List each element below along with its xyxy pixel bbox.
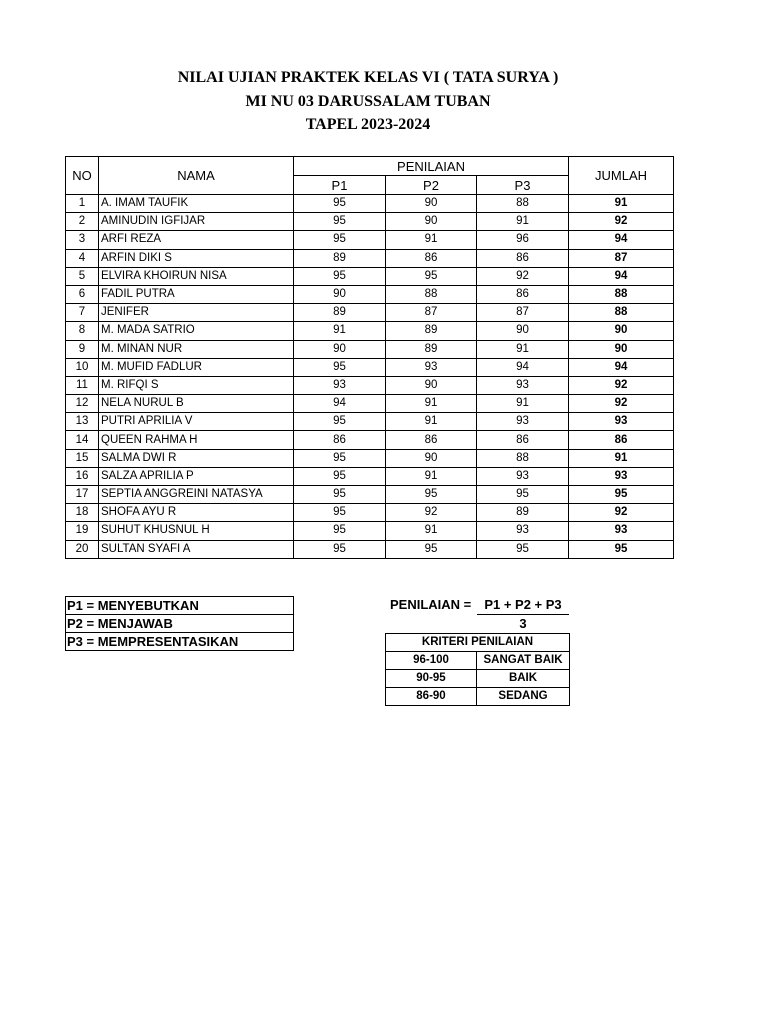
score-p1: 95 bbox=[294, 449, 386, 467]
criteria-grade: BAIK bbox=[477, 670, 570, 688]
score-p2: 91 bbox=[386, 467, 477, 485]
student-name: SUHUT KHUSNUL H bbox=[99, 522, 294, 540]
student-name: NELA NURUL B bbox=[99, 395, 294, 413]
table-row bbox=[66, 195, 674, 213]
table-row bbox=[66, 340, 674, 358]
legend-item-p2: P2 = MENJAWAB bbox=[66, 615, 294, 633]
score-p3: 95 bbox=[477, 540, 569, 558]
score-p3: 88 bbox=[477, 449, 569, 467]
score-total: 92 bbox=[569, 395, 674, 413]
formula-numerator: P1 + P2 + P3 bbox=[477, 596, 569, 615]
score-p3: 86 bbox=[477, 285, 569, 303]
score-p2: 87 bbox=[386, 304, 477, 322]
score-p2: 95 bbox=[386, 267, 477, 285]
header-penilaian: PENILAIAN bbox=[294, 157, 569, 176]
header-p3: P3 bbox=[477, 176, 569, 195]
score-p2: 90 bbox=[386, 195, 477, 213]
row-number: 15 bbox=[66, 449, 99, 467]
score-total: 92 bbox=[569, 376, 674, 394]
student-name: JENIFER bbox=[99, 304, 294, 322]
student-name: PUTRI APRILIA V bbox=[99, 413, 294, 431]
student-name: QUEEN RAHMA H bbox=[99, 431, 294, 449]
header-p2: P2 bbox=[386, 176, 477, 195]
row-number: 3 bbox=[66, 231, 99, 249]
student-name: SALMA DWI R bbox=[99, 449, 294, 467]
table-row bbox=[66, 267, 674, 285]
score-p2: 91 bbox=[386, 413, 477, 431]
score-total: 92 bbox=[569, 504, 674, 522]
score-p1: 95 bbox=[294, 504, 386, 522]
score-p3: 94 bbox=[477, 358, 569, 376]
school-name: MI NU 03 DARUSSALAM TUBAN bbox=[245, 93, 491, 110]
score-p3: 96 bbox=[477, 231, 569, 249]
score-total: 93 bbox=[569, 522, 674, 540]
table-row bbox=[66, 213, 674, 231]
score-p1: 95 bbox=[294, 522, 386, 540]
score-p3: 92 bbox=[477, 267, 569, 285]
score-total: 91 bbox=[569, 195, 674, 213]
score-total: 90 bbox=[569, 340, 674, 358]
row-number: 9 bbox=[66, 340, 99, 358]
score-p1: 93 bbox=[294, 376, 386, 394]
score-p2: 95 bbox=[386, 486, 477, 504]
document-title: NILAI UJIAN PRAKTEK KELAS VI ( TATA SURYA ) bbox=[177, 69, 559, 86]
header-nama: NAMA bbox=[99, 157, 294, 195]
legend-item-p3: P3 = MEMPRESENTASIKAN bbox=[66, 633, 294, 651]
student-name: AMINUDIN IGFIJAR bbox=[99, 213, 294, 231]
table-row bbox=[66, 395, 674, 413]
legend-item-p1: P1 = MENYEBUTKAN bbox=[66, 597, 294, 615]
score-p2: 86 bbox=[386, 249, 477, 267]
score-p1: 95 bbox=[294, 267, 386, 285]
score-total: 94 bbox=[569, 267, 674, 285]
score-p2: 93 bbox=[386, 358, 477, 376]
table-row bbox=[66, 304, 674, 322]
score-p3: 89 bbox=[477, 504, 569, 522]
score-total: 88 bbox=[569, 285, 674, 303]
grades-table bbox=[65, 156, 674, 559]
score-p1: 95 bbox=[294, 540, 386, 558]
criteria-header: KRITERI PENILAIAN bbox=[386, 634, 570, 652]
score-total: 95 bbox=[569, 486, 674, 504]
student-name: M. MUFID FADLUR bbox=[99, 358, 294, 376]
table-row bbox=[66, 431, 674, 449]
table-row bbox=[66, 540, 674, 558]
row-number: 19 bbox=[66, 522, 99, 540]
score-p1: 95 bbox=[294, 413, 386, 431]
formula-label: PENILAIAN = bbox=[390, 597, 472, 612]
score-total: 91 bbox=[569, 449, 674, 467]
school-year: TAPEL 2023-2024 bbox=[305, 116, 431, 133]
table-row bbox=[66, 376, 674, 394]
row-number: 16 bbox=[66, 467, 99, 485]
formula-denominator: 3 bbox=[519, 616, 527, 631]
score-p3: 90 bbox=[477, 322, 569, 340]
score-p2: 91 bbox=[386, 522, 477, 540]
table-row bbox=[66, 522, 674, 540]
table-row bbox=[66, 449, 674, 467]
header-jumlah: JUMLAH bbox=[569, 157, 674, 195]
score-p2: 92 bbox=[386, 504, 477, 522]
student-name: ELVIRA KHOIRUN NISA bbox=[99, 267, 294, 285]
row-number: 2 bbox=[66, 213, 99, 231]
score-total: 94 bbox=[569, 358, 674, 376]
student-name: SHOFA AYU R bbox=[99, 504, 294, 522]
student-name: A. IMAM TAUFIK bbox=[99, 195, 294, 213]
score-p3: 91 bbox=[477, 340, 569, 358]
student-name: M. RIFQI S bbox=[99, 376, 294, 394]
score-p3: 93 bbox=[477, 522, 569, 540]
row-number: 18 bbox=[66, 504, 99, 522]
row-number: 7 bbox=[66, 304, 99, 322]
table-row bbox=[66, 358, 674, 376]
table-row bbox=[66, 486, 674, 504]
score-total: 88 bbox=[569, 304, 674, 322]
row-number: 13 bbox=[66, 413, 99, 431]
row-number: 8 bbox=[66, 322, 99, 340]
score-p1: 89 bbox=[294, 249, 386, 267]
row-number: 4 bbox=[66, 249, 99, 267]
score-p1: 86 bbox=[294, 431, 386, 449]
score-p1: 91 bbox=[294, 322, 386, 340]
row-number: 14 bbox=[66, 431, 99, 449]
table-row bbox=[66, 467, 674, 485]
score-p1: 95 bbox=[294, 467, 386, 485]
row-number: 17 bbox=[66, 486, 99, 504]
score-p3: 91 bbox=[477, 213, 569, 231]
score-p2: 90 bbox=[386, 213, 477, 231]
score-p1: 95 bbox=[294, 213, 386, 231]
score-p1: 89 bbox=[294, 304, 386, 322]
score-total: 94 bbox=[569, 231, 674, 249]
table-row bbox=[66, 504, 674, 522]
score-p3: 95 bbox=[477, 486, 569, 504]
score-p2: 90 bbox=[386, 376, 477, 394]
score-p3: 93 bbox=[477, 376, 569, 394]
student-name: ARFI REZA bbox=[99, 231, 294, 249]
row-number: 1 bbox=[66, 195, 99, 213]
score-p3: 87 bbox=[477, 304, 569, 322]
score-p2: 90 bbox=[386, 449, 477, 467]
student-name: SULTAN SYAFI A bbox=[99, 540, 294, 558]
score-p1: 90 bbox=[294, 285, 386, 303]
score-total: 87 bbox=[569, 249, 674, 267]
criteria-grade: SEDANG bbox=[477, 688, 570, 706]
row-number: 10 bbox=[66, 358, 99, 376]
table-row bbox=[66, 249, 674, 267]
grades-table-body bbox=[66, 195, 674, 559]
table-row bbox=[66, 231, 674, 249]
score-p2: 91 bbox=[386, 231, 477, 249]
score-p2: 91 bbox=[386, 395, 477, 413]
student-name: SALZA APRILIA P bbox=[99, 467, 294, 485]
table-row bbox=[66, 285, 674, 303]
student-name: SEPTIA ANGGREINI NATASYA bbox=[99, 486, 294, 504]
student-name: M. MADA SATRIO bbox=[99, 322, 294, 340]
score-total: 95 bbox=[569, 540, 674, 558]
criteria-range: 96-100 bbox=[386, 652, 477, 670]
table-row bbox=[66, 322, 674, 340]
score-total: 90 bbox=[569, 322, 674, 340]
row-number: 5 bbox=[66, 267, 99, 285]
score-p1: 95 bbox=[294, 358, 386, 376]
header-p1: P1 bbox=[294, 176, 386, 195]
student-name: FADIL PUTRA bbox=[99, 285, 294, 303]
score-p2: 89 bbox=[386, 322, 477, 340]
score-total: 92 bbox=[569, 213, 674, 231]
score-p2: 89 bbox=[386, 340, 477, 358]
criteria-table bbox=[385, 633, 570, 706]
score-p1: 94 bbox=[294, 395, 386, 413]
score-p1: 95 bbox=[294, 486, 386, 504]
row-number: 12 bbox=[66, 395, 99, 413]
score-total: 86 bbox=[569, 431, 674, 449]
row-number: 11 bbox=[66, 376, 99, 394]
header-no: NO bbox=[66, 157, 99, 195]
table-row bbox=[66, 413, 674, 431]
score-p2: 88 bbox=[386, 285, 477, 303]
score-p3: 86 bbox=[477, 249, 569, 267]
criteria-range: 90-95 bbox=[386, 670, 477, 688]
student-name: ARFIN DIKI S bbox=[99, 249, 294, 267]
score-p1: 90 bbox=[294, 340, 386, 358]
row-number: 6 bbox=[66, 285, 99, 303]
score-p3: 93 bbox=[477, 467, 569, 485]
score-p3: 88 bbox=[477, 195, 569, 213]
student-name: M. MINAN NUR bbox=[99, 340, 294, 358]
score-p1: 95 bbox=[294, 195, 386, 213]
score-total: 93 bbox=[569, 467, 674, 485]
legend-table bbox=[65, 596, 294, 651]
score-p3: 93 bbox=[477, 413, 569, 431]
score-p2: 86 bbox=[386, 431, 477, 449]
score-p1: 95 bbox=[294, 231, 386, 249]
row-number: 20 bbox=[66, 540, 99, 558]
score-p3: 86 bbox=[477, 431, 569, 449]
score-p3: 91 bbox=[477, 395, 569, 413]
criteria-range: 86-90 bbox=[386, 688, 477, 706]
score-p2: 95 bbox=[386, 540, 477, 558]
score-total: 93 bbox=[569, 413, 674, 431]
criteria-grade: SANGAT BAIK bbox=[477, 652, 570, 670]
